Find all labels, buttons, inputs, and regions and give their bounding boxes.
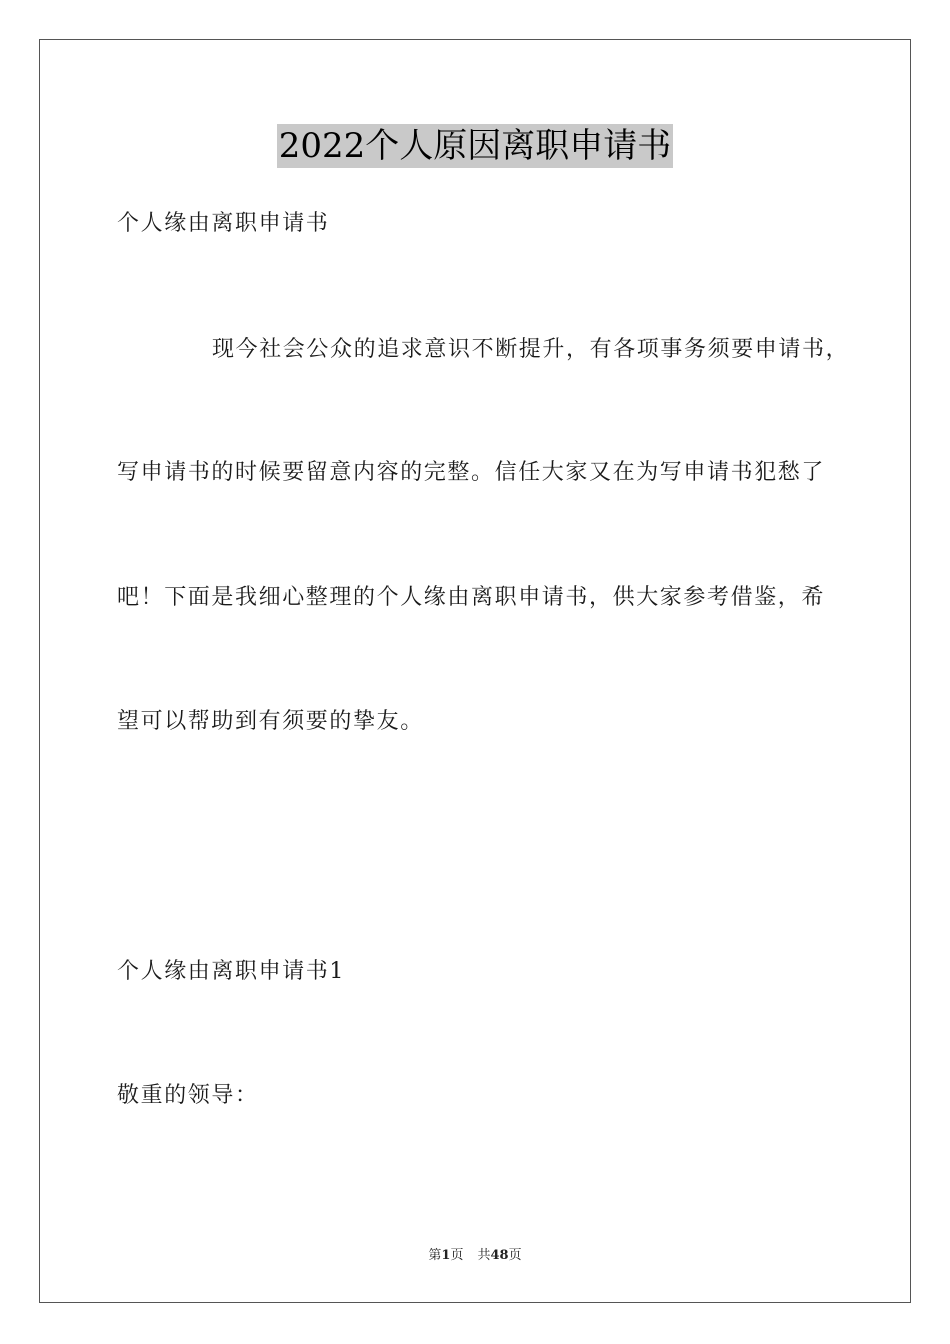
paragraph-line: 吧！下面是我细心整理的个人缘由离职申请书，供大家参考借鉴，希: [117, 585, 826, 610]
page-footer: [0, 1247, 950, 1265]
paragraph-line: 望可以帮助到有须要的挚友。: [117, 709, 424, 734]
total-suffix: 页: [508, 1248, 522, 1263]
title-container: [0, 124, 950, 168]
paragraph-line: 现今社会公众的追求意识不断提升，有各项事务须要申请书，: [212, 337, 850, 362]
document-title: 2022个人原因离职申请书: [278, 126, 672, 166]
page-current: 1: [441, 1248, 451, 1263]
subtitle: 个人缘由离职申请书: [117, 211, 330, 236]
page-prefix: 第: [428, 1248, 442, 1263]
total-prefix: 共: [477, 1248, 491, 1263]
paragraph-line: 写申请书的时候要留意内容的完整。信任大家又在为写申请书犯愁了: [117, 460, 826, 485]
section-heading: 个人缘由离职申请书1: [117, 959, 345, 984]
salutation: 敬重的领导：: [117, 1083, 259, 1108]
page-total: 48: [490, 1248, 509, 1263]
page-suffix: 页: [450, 1248, 464, 1263]
